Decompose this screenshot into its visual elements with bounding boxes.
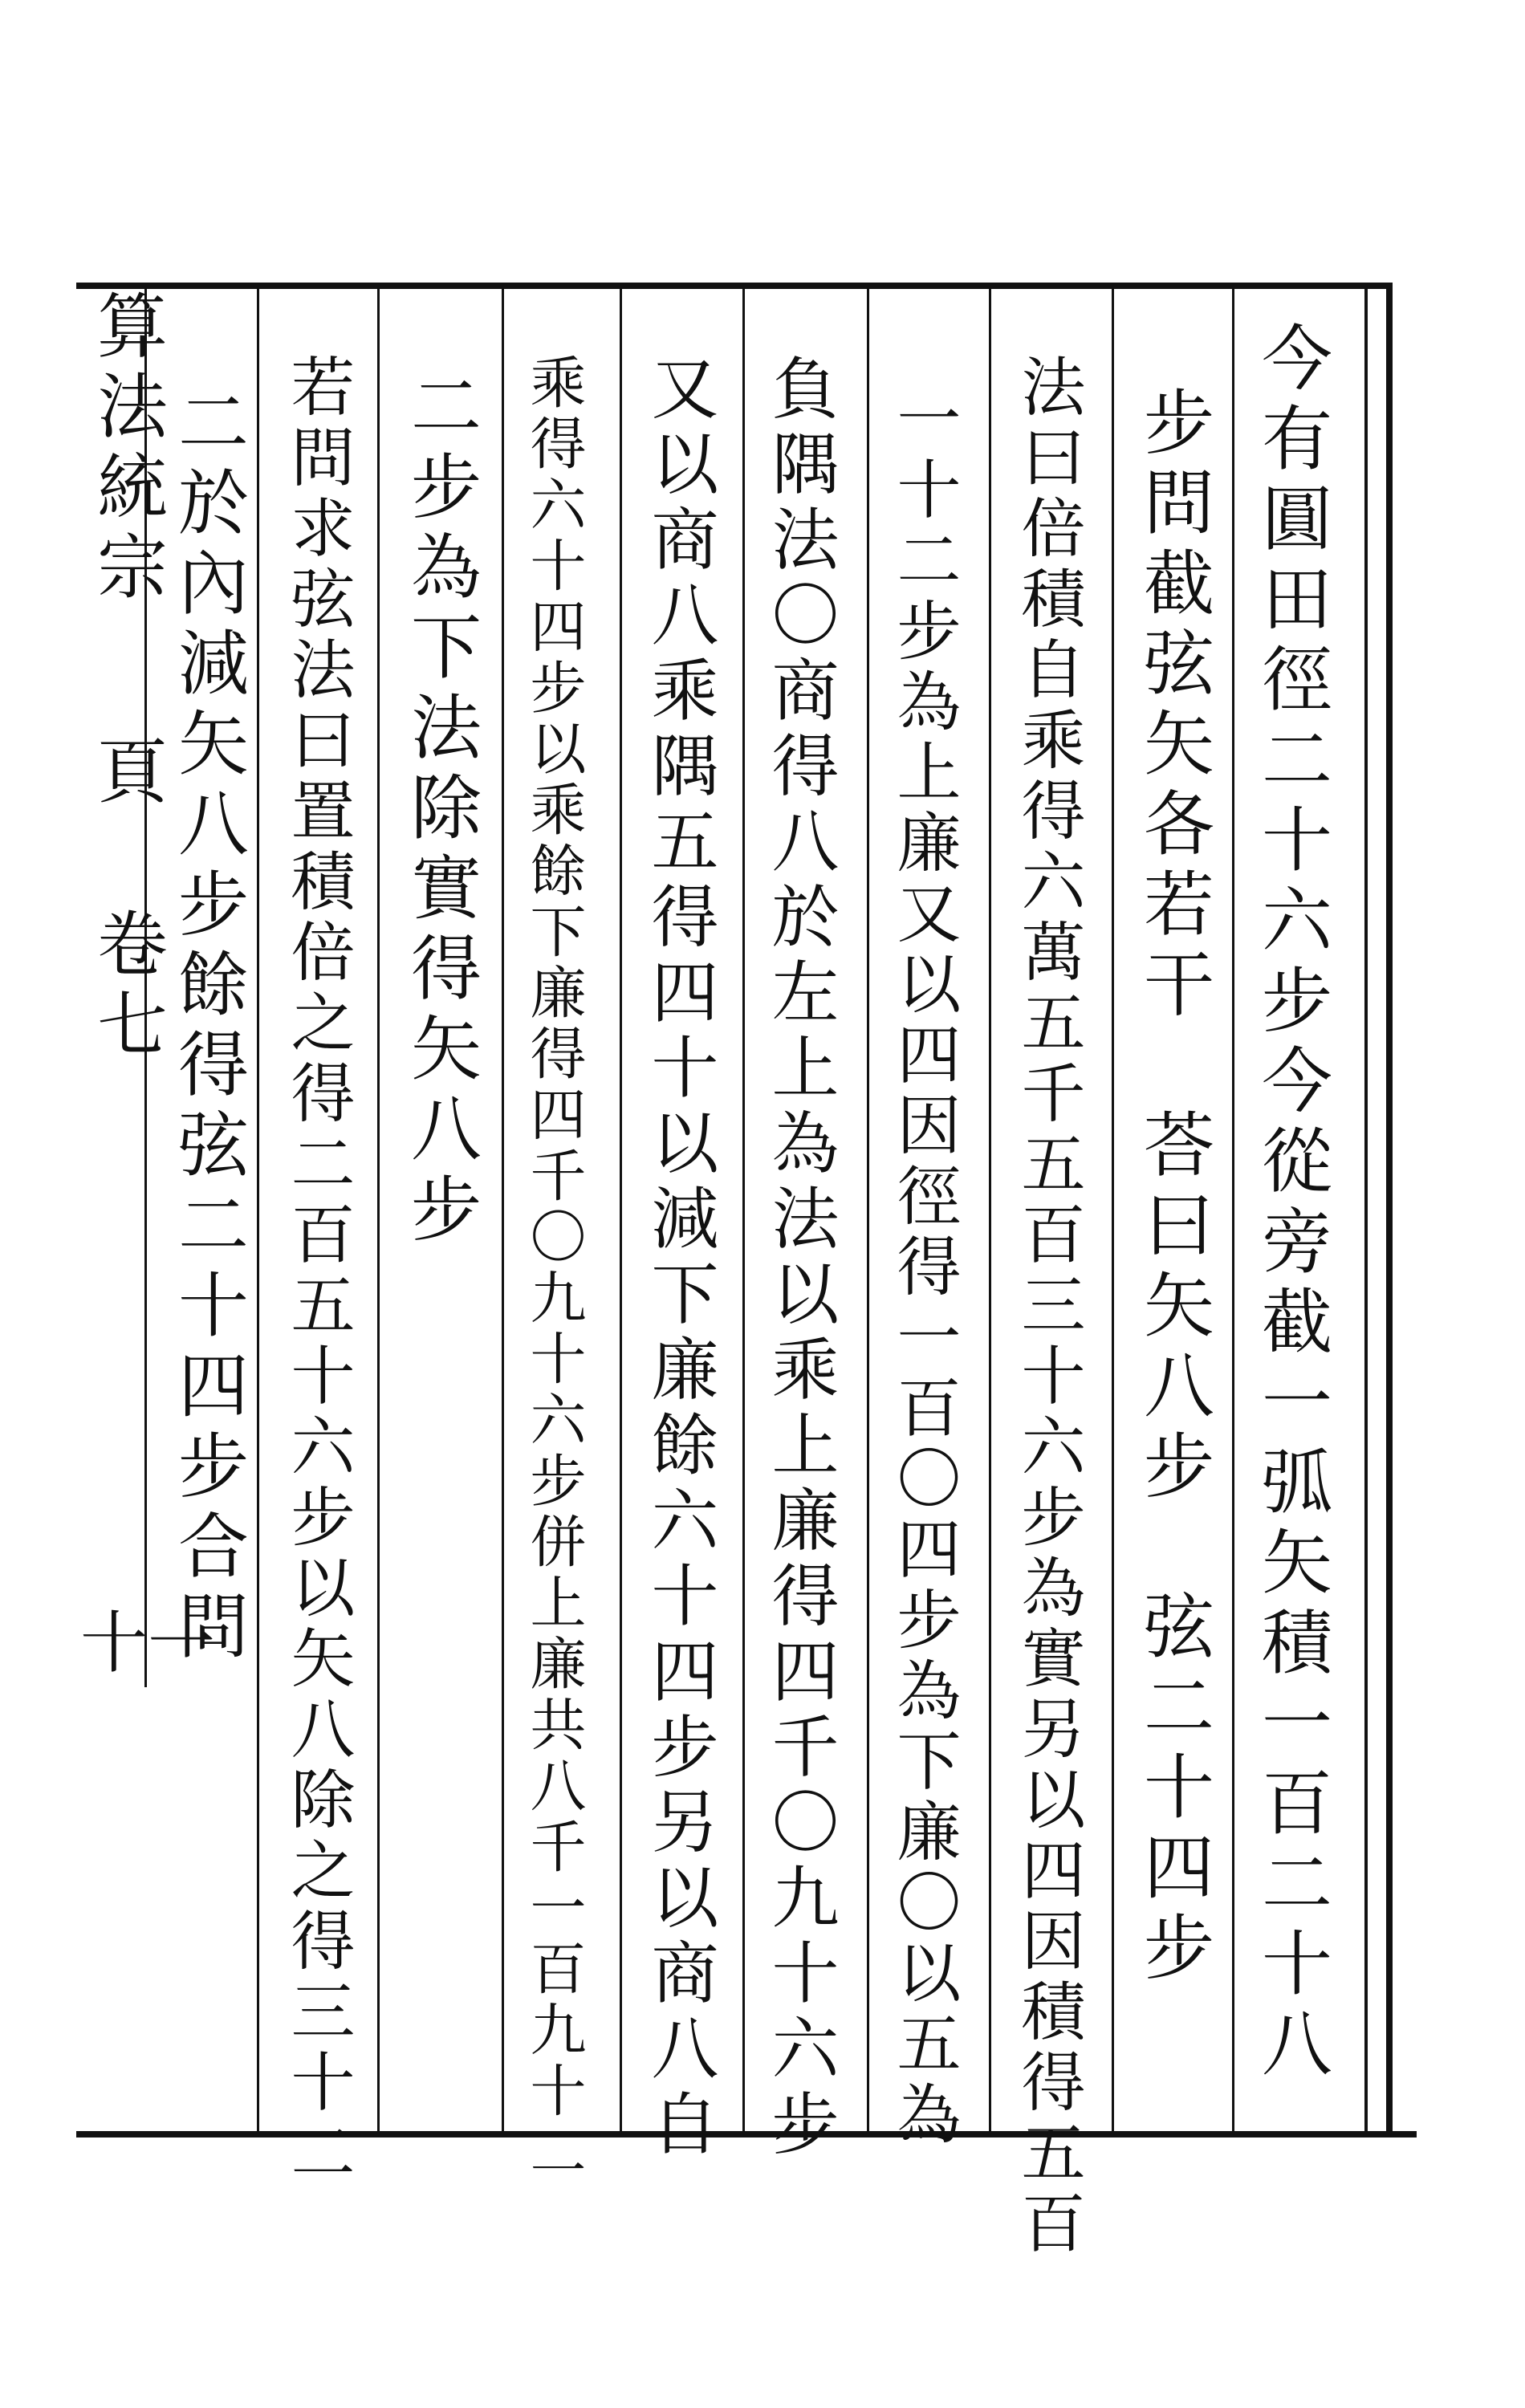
text-column-4: 一十二步為上廉又以四因徑得一百〇四步為下廉〇以五為 — [886, 385, 961, 2151]
column-divider — [1232, 283, 1234, 2137]
column-divider — [867, 283, 869, 2137]
frame-top-rule — [76, 283, 1393, 289]
column-divider — [502, 283, 504, 2137]
page-folio: 十一 — [80, 1604, 216, 1682]
text-column-2: 步問截弦矢各若干 荅曰矢八步 弦二十四步 — [1133, 385, 1215, 1991]
text-column-8: 二步為下法除實得矢八步 — [400, 369, 482, 1252]
frame-bottom-rule — [76, 2131, 1417, 2138]
text-column-5: 負隅法〇商得八於左上為法以乘上廉得四千〇九十六步 — [761, 353, 840, 2164]
text-column-1: 今有圓田徑二十六步今從旁截一弧矢積一百二十八 — [1250, 321, 1333, 2087]
frame-right-rule — [1386, 283, 1393, 2137]
column-divider — [257, 283, 259, 2137]
column-divider — [620, 283, 622, 2137]
column-divider — [377, 283, 380, 2137]
text-column-10: 二於內減矢八步餘得弦二十四步合問 — [167, 385, 250, 1670]
text-column-6: 又以商八乘隅五得四十以減下廉餘六十四步另以商八自 — [640, 353, 719, 2164]
frame-right-rule-inner — [1364, 283, 1368, 2137]
text-column-9: 若問求弦法曰置積倍之得二百五十六步以矢八除之得三十二 — [280, 353, 355, 2190]
column-divider — [742, 283, 745, 2137]
column-divider — [1112, 283, 1114, 2137]
text-column-3: 法曰倍積自乘得六萬五千五百三十六步為實另以四因積得五百 — [1011, 353, 1085, 2260]
column-divider — [989, 283, 991, 2137]
text-column-7: 乘得六十四步以乘餘下廉得四千〇九十六步併上廉共八千一百九十二 — [521, 353, 587, 2183]
margin-book-title: 算法統宗 頁 卷七 — [86, 289, 169, 1068]
